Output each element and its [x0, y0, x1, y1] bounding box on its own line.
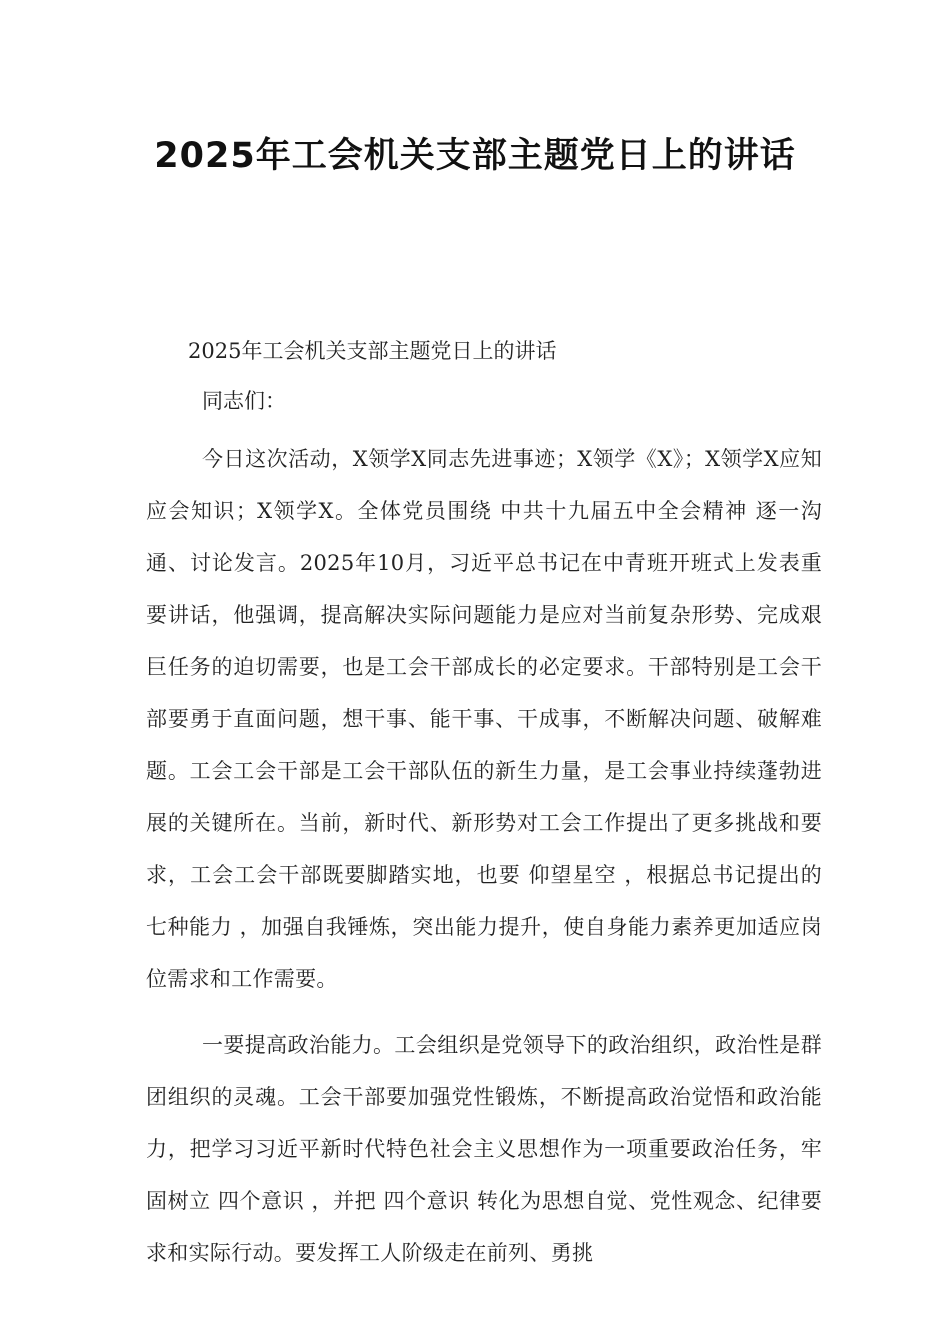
document-title: 2025年工会机关支部主题党日上的讲话 — [154, 136, 796, 176]
paragraph-1: 今日这次活动，X领学X同志先进事迹；X领学《X》；X领学X应知应会知识；X领学X。全体党员围绕 中共十九届五中全会精神 逐一沟通、讨论发言。2025年10月，习近平总书记在中青班开班式上发表重要讲话，他强调，提高解决实际问题能力是应对当前复杂形势、完成艰巨任务的迫切需要，也是工会干部成长的必定要求。干部特别是工会干部要勇于直面问题，想干事、能干事、干成事，不断解决问题、破解难题。工会工会干部是工会干部队伍的新生力量，是工会事业持续蓬勃进展的关键所在。当前，新时代、新形势对工会工作提出了更多挑战和要求，工会工会干部既要脚踏实地，也要 仰望星空 ，根据总书记提出的 七种能力 ，加强自我锤炼，突出能力提升，使自身能力素养更加适应岗位需求和工作需要。 — [146, 447, 822, 991]
paragraph-2: 一要提高政治能力。工会组织是党领导下的政治组织，政治性是群团组织的灵魂。工会干部要加强党性锻炼，不断提高政治觉悟和政治能力，把学习习近平新时代特色社会主义思想作为一项重要政治任务，牢固树立 四个意识 ，并把 四个意识 转化为思想自觉、党性观念、纪律要求和实际行动。要发挥工人阶级走在前列、勇挑 — [146, 1033, 822, 1265]
document-subtitle: 2025年工会机关支部主题党日上的讲话 — [188, 339, 557, 363]
salutation: 同志们： — [202, 389, 286, 413]
document-body — [146, 333, 822, 1279]
